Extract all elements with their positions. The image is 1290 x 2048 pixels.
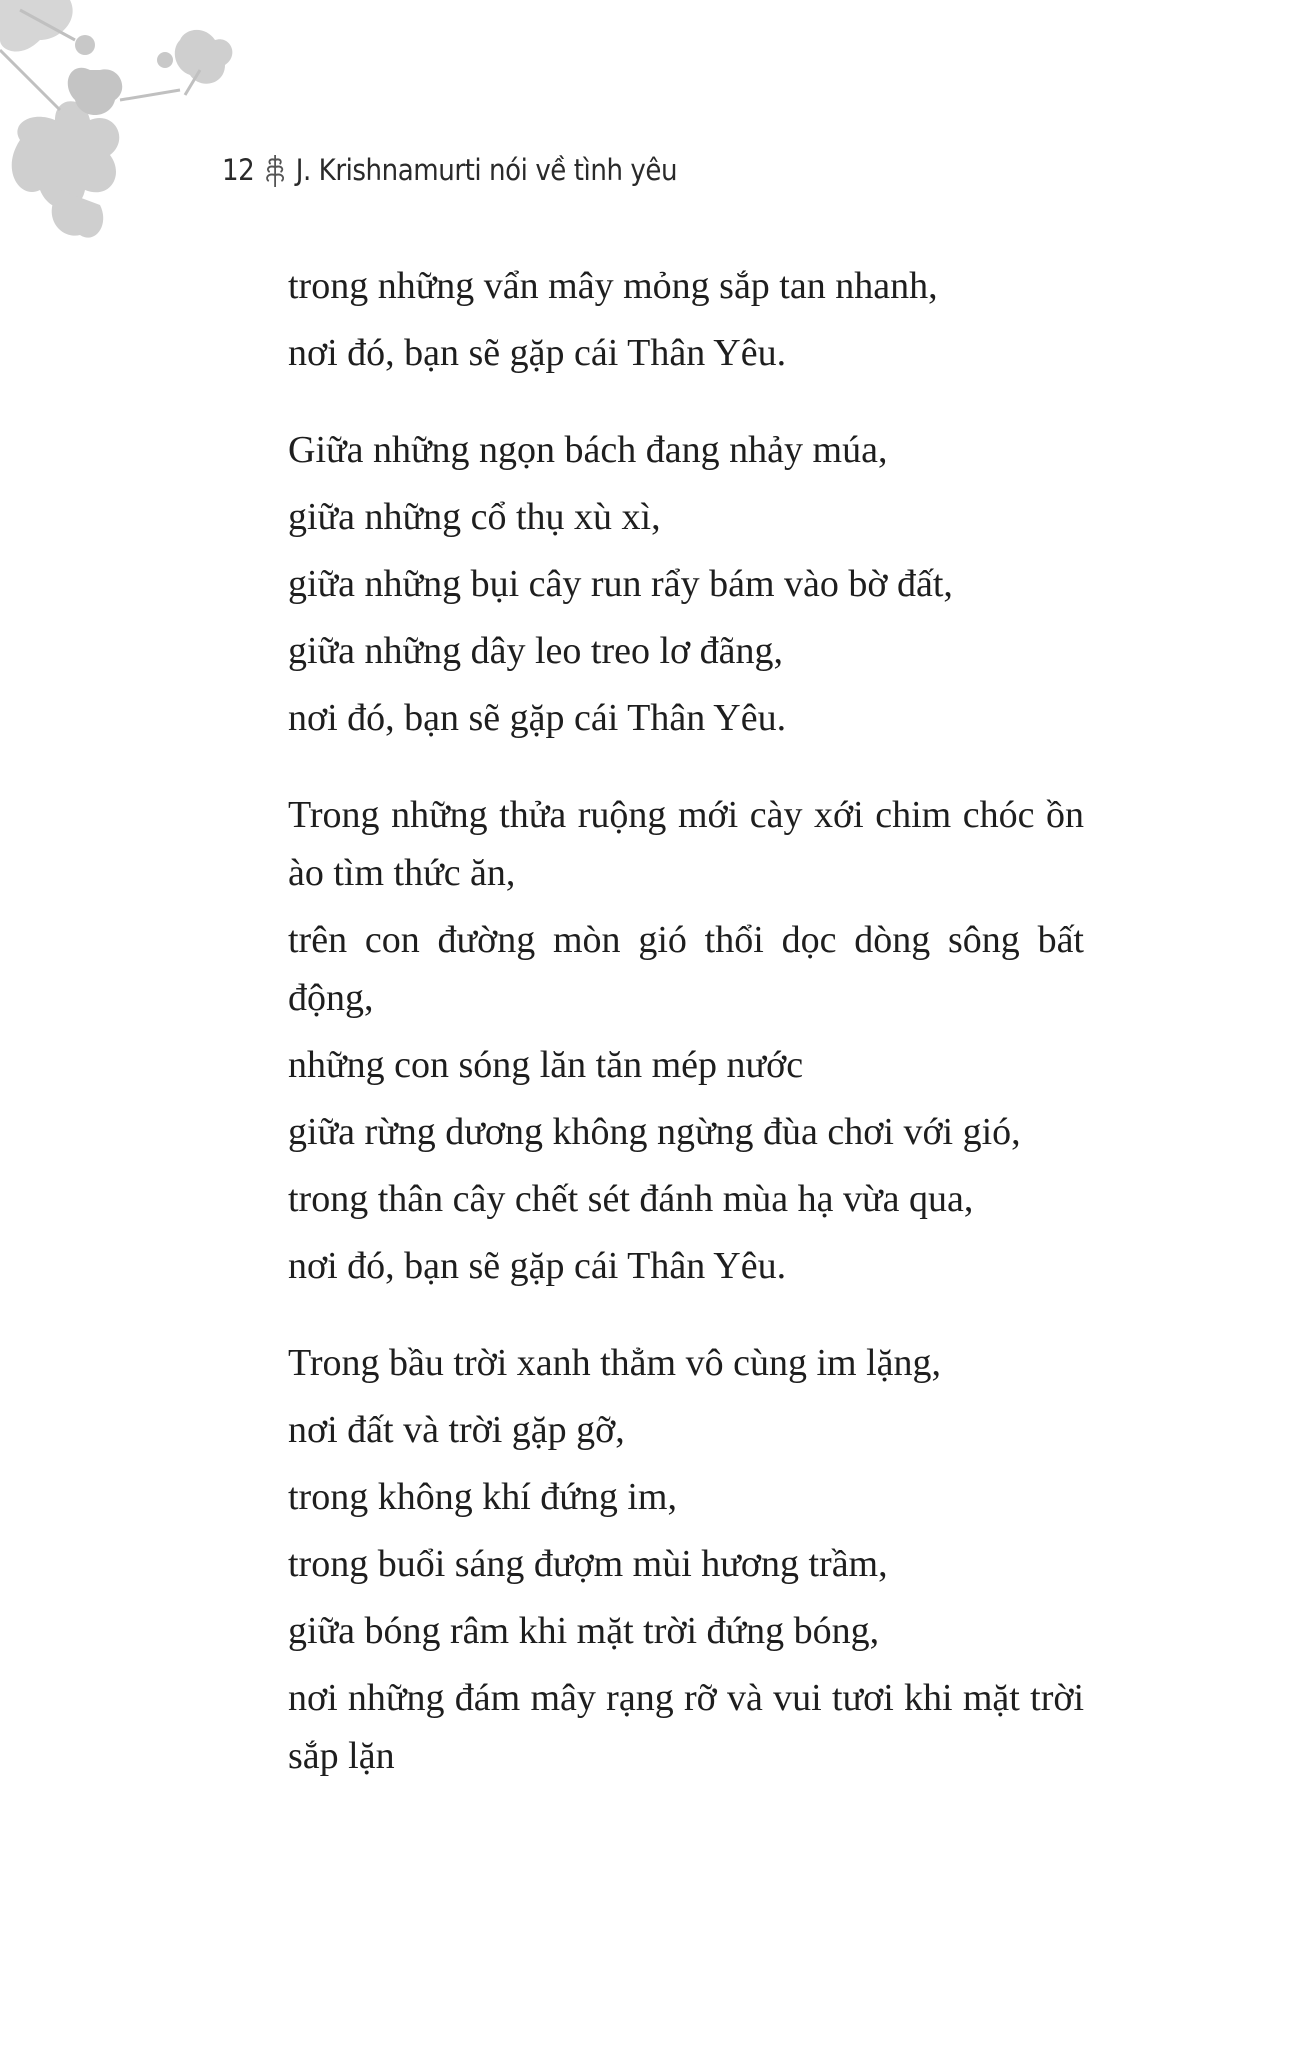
poem-stanza	[288, 257, 1084, 382]
poem-line: Trong những thửa ruộng mới cày xới chim chóc ồn ào tìm thức ăn,	[288, 794, 1084, 894]
poem-line: giữa những dây leo treo lơ đãng,	[288, 630, 784, 672]
poem-line: trên con đường mòn gió thổi dọc dòng sông bất động,	[288, 919, 1084, 1019]
poem-line: nơi đất và trời gặp gỡ,	[288, 1409, 625, 1451]
poem-line: trong những vẩn mây mỏng sắp tan nhanh,	[288, 265, 938, 307]
poem-line: giữa rừng dương không ngừng đùa chơi với gió,	[288, 1111, 1021, 1153]
poem-line: giữa những cổ thụ xù xì,	[288, 496, 661, 538]
poem-body	[288, 257, 1084, 1824]
poem-stanza	[288, 421, 1084, 747]
page-number: 12	[222, 153, 255, 187]
poem-line: những con sóng lăn tăn mép nước	[288, 1044, 804, 1086]
poem-stanza	[288, 1334, 1084, 1785]
flower-decoration-image	[0, 0, 320, 250]
poem-line: nơi đó, bạn sẽ gặp cái Thân Yêu.	[288, 1245, 787, 1287]
poem-line: giữa những bụi cây run rẩy bám vào bờ đất,	[288, 563, 953, 605]
running-header	[222, 152, 677, 188]
poem-line: trong buổi sáng đượm mùi hương trầm,	[288, 1543, 888, 1585]
poem-line: trong không khí đứng im,	[288, 1476, 677, 1518]
poem-line: trong thân cây chết sét đánh mùa hạ vừa qua,	[288, 1178, 974, 1220]
poem-stanza	[288, 786, 1084, 1295]
poem-line: nơi đó, bạn sẽ gặp cái Thân Yêu.	[288, 332, 787, 374]
poem-line: nơi đó, bạn sẽ gặp cái Thân Yêu.	[288, 697, 787, 739]
fern-ornament-icon	[263, 152, 286, 188]
poem-line: Giữa những ngọn bách đang nhảy múa,	[288, 429, 888, 471]
poem-line: Trong bầu trời xanh thẳm vô cùng im lặng,	[288, 1342, 942, 1384]
book-title: J. Krishnamurti nói về tình yêu	[295, 153, 678, 187]
poem-line: nơi những đám mây rạng rỡ và vui tươi khi mặt trời sắp lặn	[288, 1677, 1084, 1777]
poem-line: giữa bóng râm khi mặt trời đứng bóng,	[288, 1610, 880, 1652]
